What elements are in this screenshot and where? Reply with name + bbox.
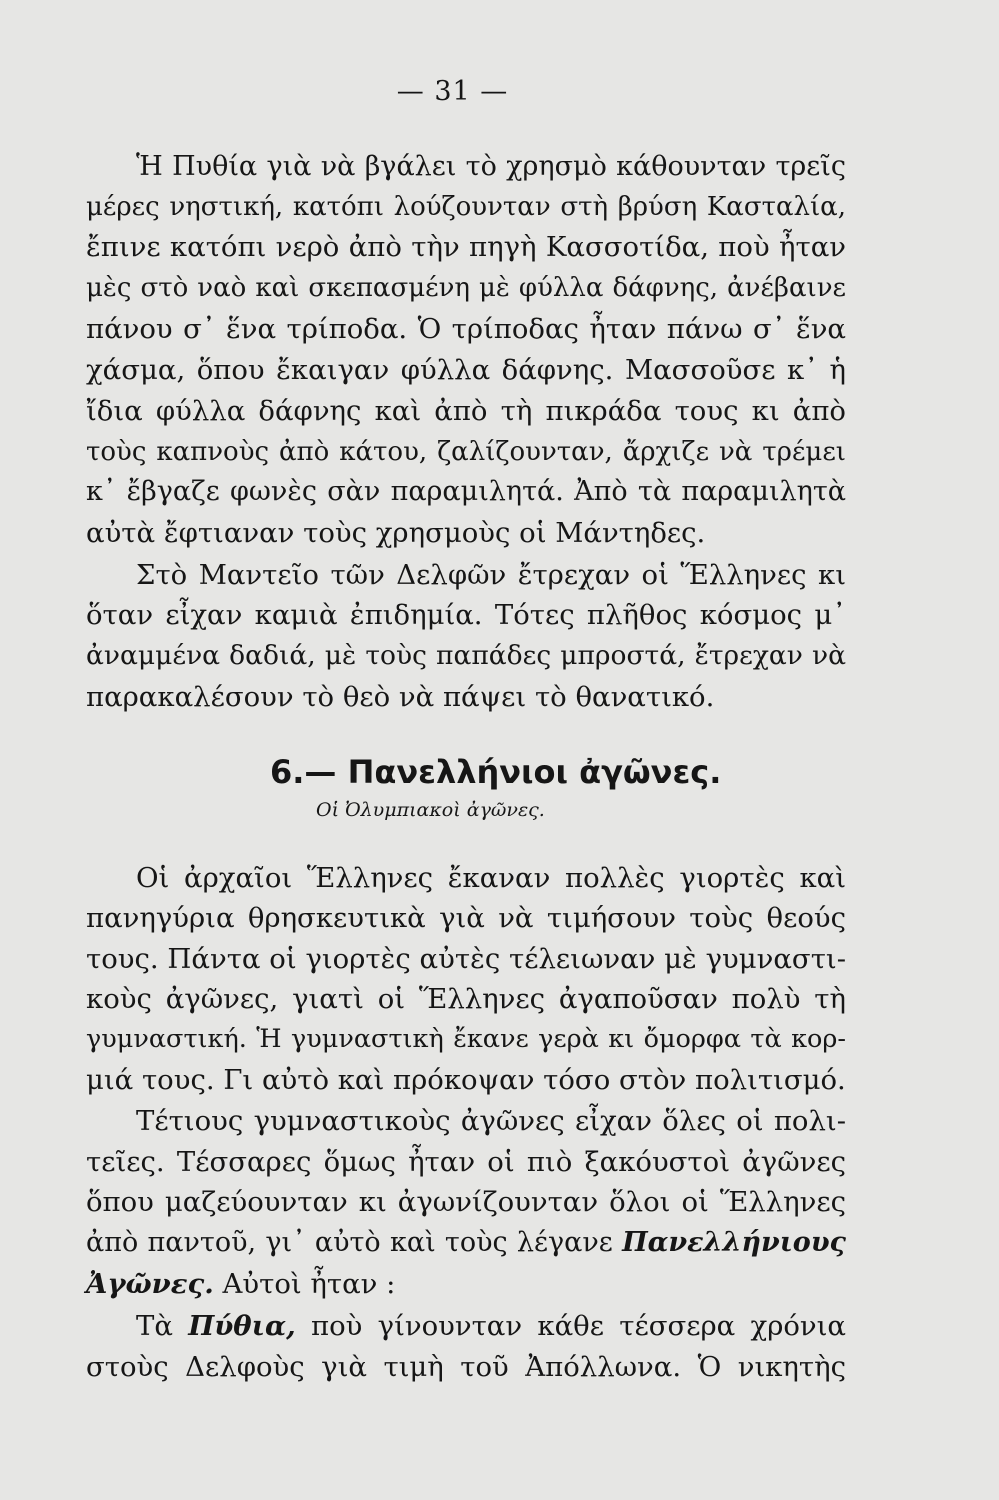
text-line: Στὸ Μαντεῖο τῶν Δελφῶν ἔτρεχαν οἱ Ἕλληνες κι (136, 559, 846, 591)
section-subheading: Οἱ Ὀλυμπιακοὶ ἀγῶνες. (316, 799, 545, 821)
text-line: τεῖες. Τέσσαρες ὅμως ἦταν οἱ πιὸ ξακόυστοὶ ἀγῶνες (86, 1146, 846, 1178)
emphasis-term: Πύθια, (188, 1310, 296, 1342)
text-line: τοὺς καπνοὺς ἀπὸ κάτου, ζαλίζουνταν, ἄρχιζε νὰ τρέμει (86, 437, 846, 467)
text-line: ὅπου μαζεύουνταν κι ἀγωνίζουνταν ὅλοι οἱ Ἕλληνες (86, 1186, 846, 1218)
text-line: κ᾽ ἔβγαζε φωνὲς σὰν παραμιλητά. Ἀπὸ τὰ παραμιλητὰ (86, 476, 846, 507)
text-line: μέρες νηστική, κατόπι λούζουνταν στὴ βρύση Κασταλία, (86, 192, 846, 222)
text-line: ἴδια φύλλα δάφνης καὶ ἀπὸ τὴ πικράδα τους κι ἀπὸ (86, 395, 846, 427)
text-line: αὐτὰ ἔφτιαναν τοὺς χρησμοὺς οἱ Μάντηδες. (86, 517, 706, 549)
text-line: Οἱ ἀρχαῖοι Ἕλληνες ἔκαναν πολλὲς γιορτὲς καὶ (136, 862, 846, 894)
text-line: ὅταν εἶχαν καμιὰ ἐπιδημία. Τότες πλῆθος κόσμος μ᾽ (86, 599, 846, 631)
text-span: ἀπὸ παντοῦ, γι᾽ αὐτὸ καὶ τοὺς λέγανε (86, 1227, 613, 1258)
text-line (86, 1223, 846, 1263)
page-number: — 31 — (396, 76, 509, 107)
text-line (136, 1306, 846, 1346)
text-span: Τὰ (136, 1310, 173, 1342)
text-span: ποὺ γίνουνταν κάθε τέσσερα χρόνια (311, 1310, 846, 1342)
emphasis-term: Ἀγῶνες. (86, 1268, 214, 1300)
text-span: Αὐτοὶ ἦταν : (222, 1268, 396, 1300)
text-line: γυμναστική. Ἡ γυμναστικὴ ἔκανε γερὰ κι ὄμορφα τὰ κορ- (86, 1024, 846, 1054)
text-line: μιά τους. Γι αὐτὸ καὶ πρόκοψαν τόσο στὸν πολιτισμό. (86, 1064, 846, 1096)
section-heading: 6.— Πανελλήνιοι ἀγῶνες. (270, 753, 722, 791)
text-line: στοὺς Δελφοὺς γιὰ τιμὴ τοῦ Ἀπόλλωνα. Ὁ νικητὴς (86, 1351, 846, 1383)
text-line: μὲς στὸ ναὸ καὶ σκεπασμένη μὲ φύλλα δάφνης, ἀνέβαινε (86, 273, 846, 303)
text-line: πανηγύρια θρησκευτικὰ γιὰ νὰ τιμήσουν τοὺς θεούς (86, 902, 846, 934)
text-line: κοὺς ἀγῶνες, γιατὶ οἱ Ἕλληνες ἀγαποῦσαν πολὺ τὴ (86, 983, 846, 1015)
text-line: ἔπινε κατόπι νερὸ ἀπὸ τὴν πηγὴ Κασσοτίδα, ποὺ ἦταν (86, 231, 846, 263)
text-line: ἀναμμένα δαδιά, μὲ τοὺς παπάδες μπροστά, ἔτρεχαν νὰ (86, 640, 846, 671)
text-line: τους. Πάντα οἱ γιορτὲς αὐτὲς τέλειωναν μὲ γυμναστι- (86, 943, 846, 975)
text-line: Ἡ Πυθία γιὰ νὰ βγάλει τὸ χρησμὸ κάθουνταν τρεῖς (136, 151, 846, 182)
text-line: πάνου σ᾽ ἕνα τρίποδα. Ὁ τρίποδας ἦταν πάνω σ᾽ ἕνα (86, 313, 846, 345)
text-line: παρακαλέσουν τὸ θεὸ νὰ πάψει τὸ θανατικό. (86, 681, 715, 713)
emphasis-term: Πανελλήνιους (622, 1227, 846, 1258)
text-line (86, 1264, 846, 1304)
text-line: Τέτιους γυμναστικοὺς ἀγῶνες εἶχαν ὅλες οἱ πολι- (136, 1105, 846, 1137)
text-line: χάσμα, ὅπου ἔκαιγαν φύλλα δάφνης. Μασσοῦσε κ᾽ ἡ (86, 354, 846, 386)
